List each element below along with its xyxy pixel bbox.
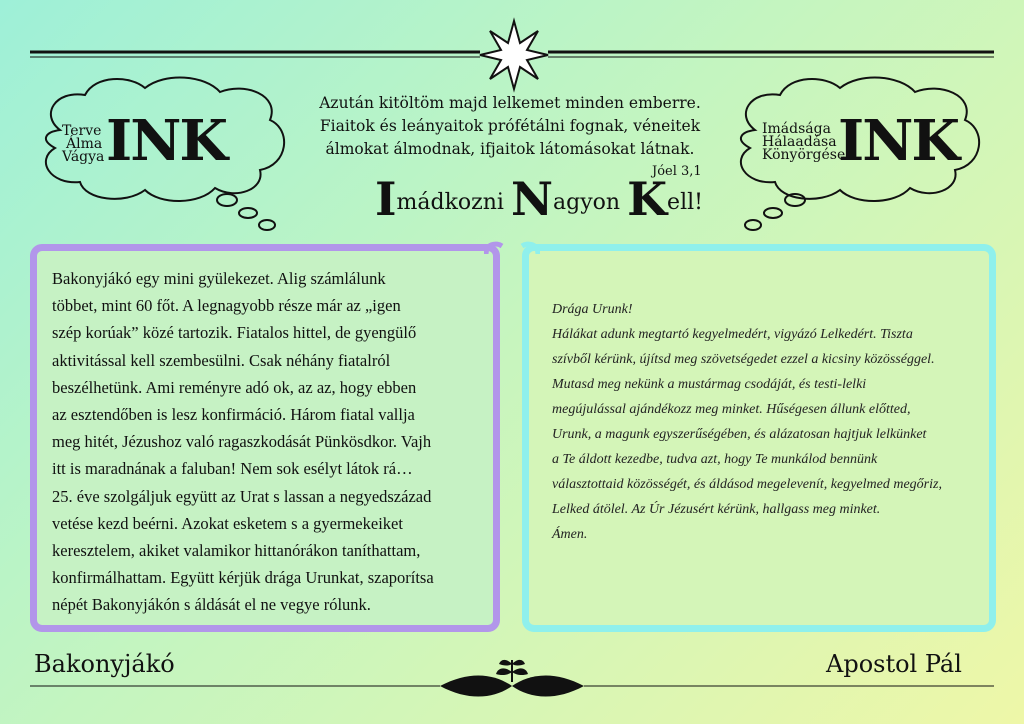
left-text-line: szép korúak” közé tartozik. Fiatalos hittel, de gyengülő xyxy=(52,323,417,343)
left-text-line: konfirmálhattam. Együtt kérjük drága Urunkat, szaporítsa xyxy=(52,568,434,588)
footer-author-name: Apostol Pál xyxy=(826,650,962,678)
left-cloud-ink: INK xyxy=(106,108,227,174)
motto-word-3: ell! xyxy=(667,190,703,215)
motto-word-2: agyon xyxy=(553,190,628,215)
prayer-line: választottaid közösségét, és áldásod megelevenít, kegyelmed megőriz, xyxy=(552,477,942,492)
left-text-line: az esztendőben is lesz konfirmáció. Három fiatal vallja xyxy=(52,405,415,425)
prayer-line: szívből kérünk, újítsd meg szövetségedet ezzel a kicsiny közösséggel. xyxy=(552,352,935,367)
left-text-line: beszélhetünk. Ami reményre adó ok, az az, hogy ebben xyxy=(52,377,417,397)
left-cloud-words xyxy=(62,125,104,164)
bible-verse xyxy=(300,92,720,161)
left-text-line: 25. éve szolgáljuk együtt az Urat s lassan a negyedszázad xyxy=(52,486,432,506)
right-cloud-words xyxy=(762,123,845,162)
prayer-line: Urunk, a magunk egyszerűségében, és alázatosan hajtjuk lelkünket xyxy=(552,427,927,442)
left-cloud-word-2: Álma xyxy=(66,136,103,152)
prayer-line: Ámen. xyxy=(552,527,588,542)
left-text-line: aktivitással kell szembesülni. Csak néhány fiatalról xyxy=(52,350,391,370)
footer-village-name: Bakonyjákó xyxy=(34,650,175,678)
prayer-line: Drága Urunk! xyxy=(552,302,633,317)
right-cloud-word-1: Imádsága xyxy=(762,121,831,137)
left-cloud-word-3: Vágya xyxy=(62,149,105,165)
motto-initial-n: N xyxy=(510,172,554,226)
prayer-line: megújulással ajándékozz meg minket. Hűségesen állunk előtted, xyxy=(552,402,911,417)
leaf-sprig-icon xyxy=(496,660,528,682)
prayer-line: Mutasd meg nekünk a mustármag csodáját, és testi-lelki xyxy=(552,377,867,392)
right-panel-corner-curl xyxy=(518,240,540,262)
left-text-line: itt is maradnának a faluban! Nem sok esélyt látok rá… xyxy=(52,459,413,479)
star-icon xyxy=(480,21,548,89)
left-text-line: vetése kezd beérni. Azokat esketem s a gyermekeiket xyxy=(52,513,403,533)
left-cloud-word-1: Terve xyxy=(62,123,102,139)
motto xyxy=(375,172,703,226)
left-text-line: Bakonyjákó egy mini gyülekezet. Alig számlálunk xyxy=(52,269,386,288)
left-text-line: népét Bakonyjákón s áldását el ne vegye rólunk. xyxy=(52,595,371,615)
left-text-line: keresztelem, akiket valamikor hittanórákon taníthattam, xyxy=(52,541,421,561)
bottom-ornament xyxy=(0,640,1024,724)
verse-reference: Jóel 3,1 xyxy=(652,164,702,179)
right-cloud-word-3: Könyörgése xyxy=(762,147,846,163)
left-text-line: többet, mint 60 főt. A legnagyobb része már az „igen xyxy=(52,296,401,316)
verse-line: álmokat álmodnak, ifjaitok látomásokat látnak. xyxy=(325,140,695,158)
motto-word-1: mádkozni xyxy=(396,190,511,215)
motto-initial-k: K xyxy=(627,172,668,226)
prayer-line: a Te áldott kezedbe, tudva azt, hogy Te munkálod bennünk xyxy=(552,452,878,467)
left-panel-text xyxy=(52,265,482,619)
verse-line: Azután kitöltöm majd lelkemet minden emberre. xyxy=(319,94,701,112)
prayer-line: Lelked átölel. Az Úr Jézusért kérünk, hallgass meg minket. xyxy=(552,502,881,517)
right-panel-prayer xyxy=(552,297,982,547)
verse-line: Fiaitok és leányaitok prófétálni fognak, véneitek xyxy=(319,117,701,135)
motto-initial-i: I xyxy=(375,172,397,226)
prayer-line: Hálákat adunk megtartó kegyelmedért, vigyázó Lelkedért. Tiszta xyxy=(552,327,913,342)
right-cloud-ink: INK xyxy=(838,108,959,174)
left-panel-corner-curl xyxy=(484,240,506,262)
right-cloud-word-2: Hálaadása xyxy=(762,134,837,150)
left-text-line: meg hitét, Jézushoz való ragaszkodását Pünkösdkor. Vajh xyxy=(52,432,432,452)
